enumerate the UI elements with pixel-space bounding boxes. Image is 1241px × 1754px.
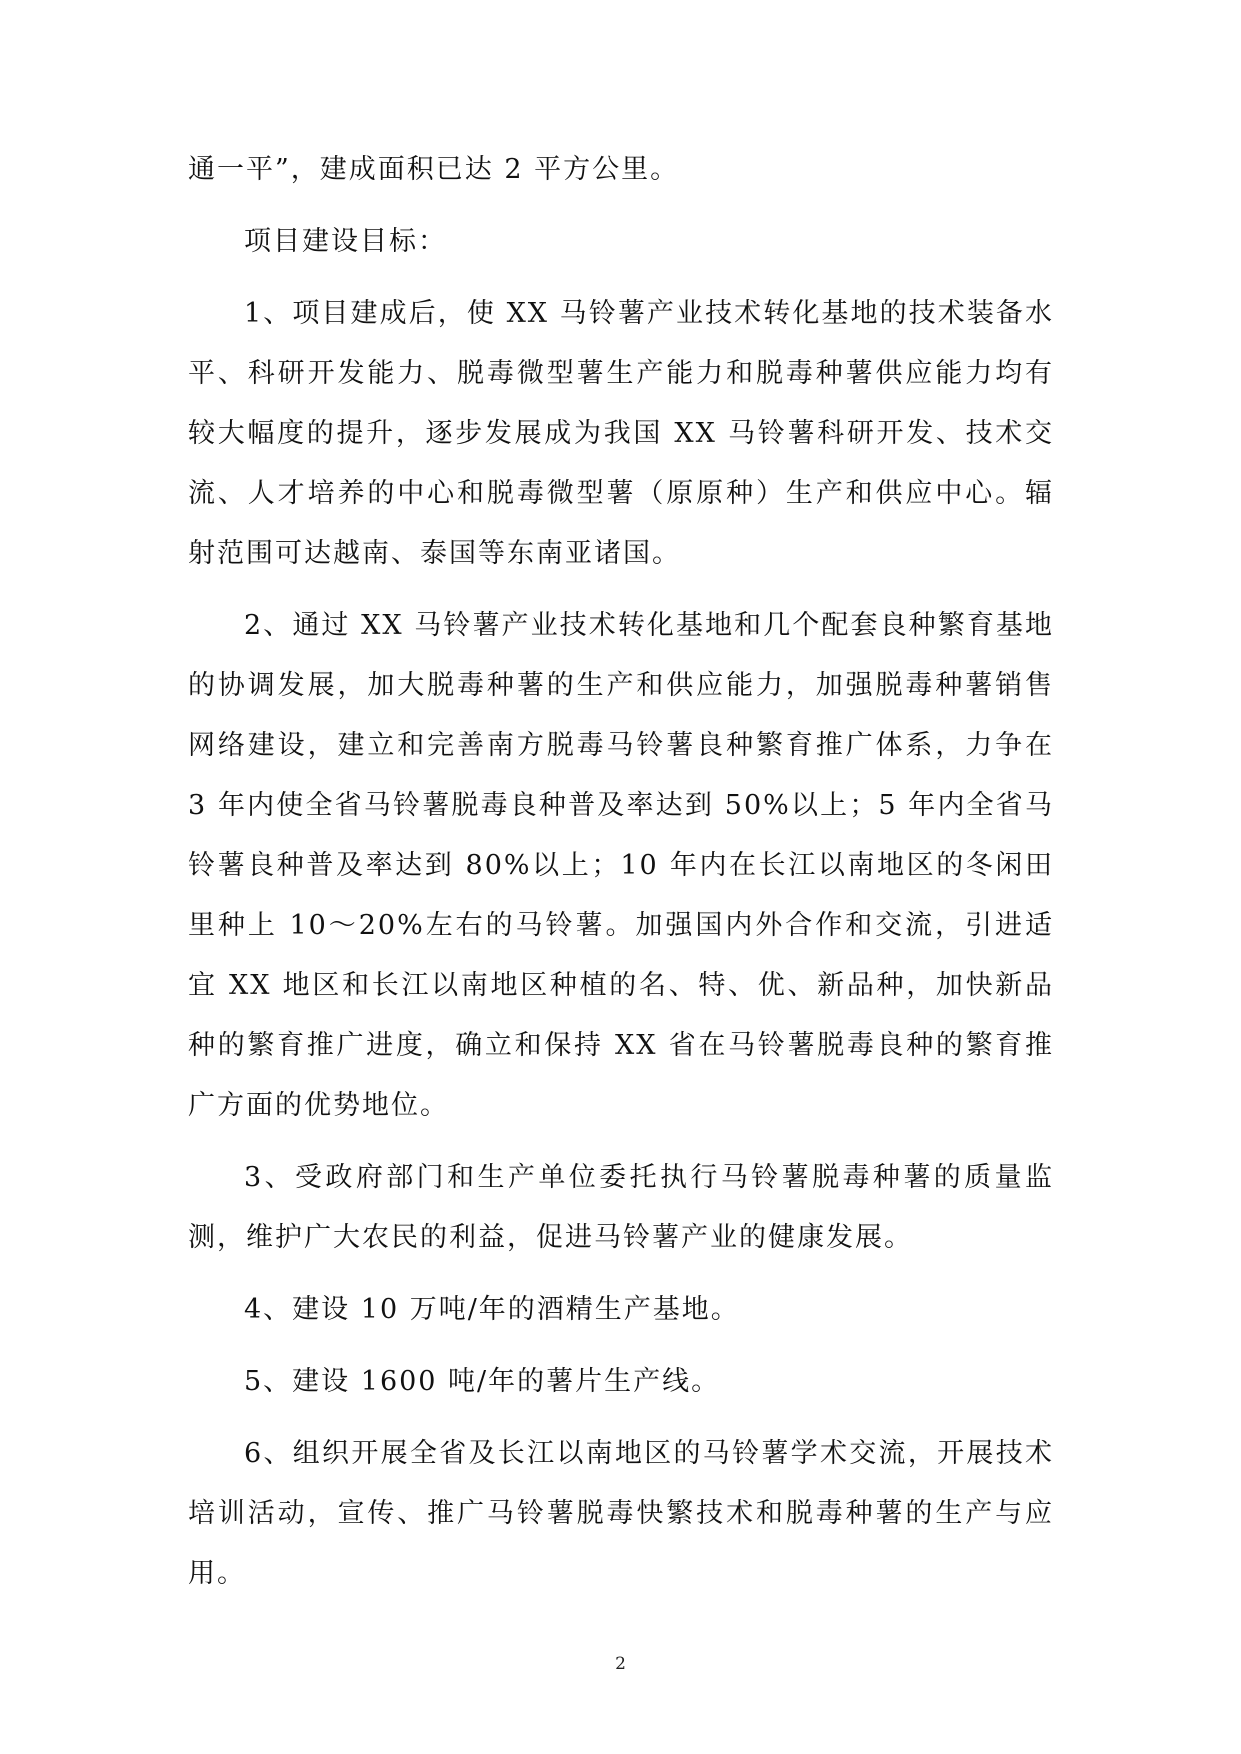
paragraph-goal-3: 3、受政府部门和生产单位委托执行马铃薯脱毒种薯的质量监测，维护广大农民的利益，促进马铃薯产业的健康发展。 <box>188 1162 1054 1253</box>
paragraph-goal-6: 6、组织开展全省及长江以南地区的马铃薯学术交流，开展技术培训活动，宣传、推广马铃薯脱毒快繁技术和脱毒种薯的生产与应用。 <box>188 1438 1054 1589</box>
paragraph-goal-2: 2、通过 XX 马铃薯产业技术转化基地和几个配套良种繁育基地的协调发展，加大脱毒种薯的生产和供应能力，加强脱毒种薯销售网络建设，建立和完善南方脱毒马铃薯良种繁育推广体系，力争在 3 年内使全省马铃薯脱毒良种普及率达到 50%以上；5 年内全省马铃薯良种普及率达到 80%以上；10 年内在长江以南地区的冬闲田里种上 10～20%左右的马铃薯。加强国内外合作和交流，引进适宜 XX 地区和长江以南地区种植的名、特、优、新品种，加快新品种的繁育推广进度，确立和保持 XX 省在马铃薯脱毒良种的繁育推广方面的优势地位。 <box>188 610 1054 1121</box>
paragraph-goal-1: 1、项目建成后，使 XX 马铃薯产业技术转化基地的技术装备水平、科研开发能力、脱毒微型薯生产能力和脱毒种薯供应能力均有较大幅度的提升，逐步发展成为我国 XX 马铃薯科研开发、技术交流、人才培养的中心和脱毒微型薯（原原种）生产和供应中心。辐射范围可达越南、泰国等东南亚诸国。 <box>188 298 1054 569</box>
paragraph-continuation: 通一平”，建成面积已达 2 平方公里。 <box>188 154 680 185</box>
paragraph-goal-4: 4、建设 10 万吨/年的酒精生产基地。 <box>244 1294 740 1325</box>
body-text <box>188 140 1054 1604</box>
paragraph-goals-heading: 项目建设目标： <box>244 226 447 257</box>
paragraph-goal-5: 5、建设 1600 吨/年的薯片生产线。 <box>244 1366 721 1397</box>
page-number: 2 <box>615 1654 626 1674</box>
